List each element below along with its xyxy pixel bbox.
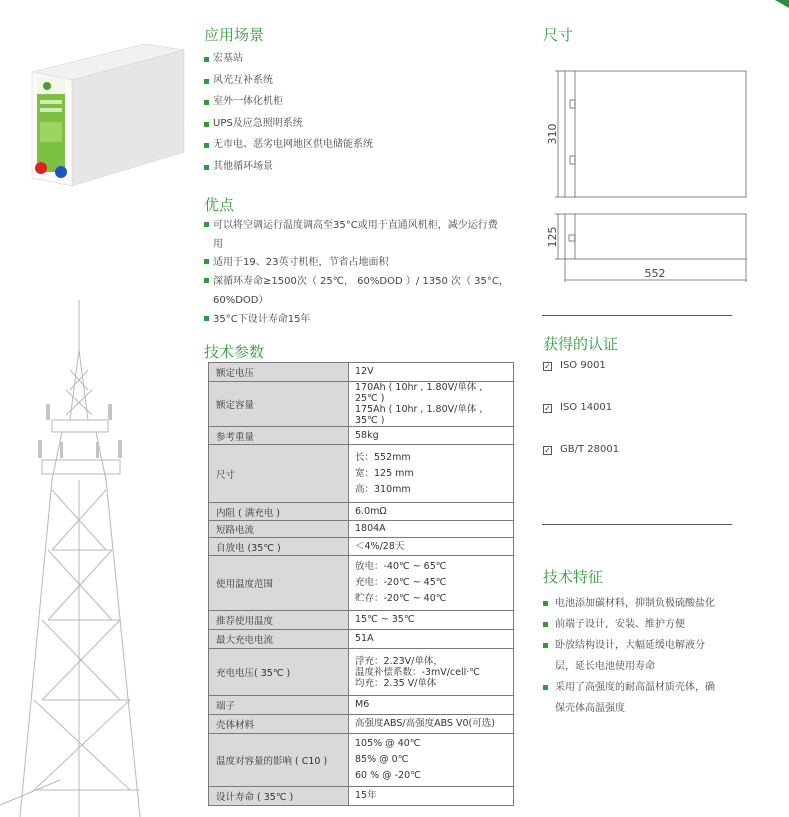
list-item: ✓ ISO 14001 (544, 402, 613, 413)
spec-value: 1804A (349, 521, 514, 538)
table-row (209, 427, 514, 445)
table-row (209, 696, 514, 715)
spec-label: 温度对容量的影响 ( C10 ) (209, 734, 349, 787)
table-row (209, 445, 514, 503)
spec-value: 12V (349, 363, 514, 382)
length-dimension-label: 552 (644, 267, 666, 280)
table-row (209, 630, 514, 649)
spec-label: 推荐使用温度 (209, 611, 349, 630)
table-row (209, 715, 514, 734)
certifications-list (543, 360, 619, 486)
checkbox-icon: ✓ (544, 446, 551, 455)
list-item: 卧放结构设计，大幅延缓电解液分 层，延长电池使用寿命 (543, 635, 743, 677)
features-list (543, 593, 743, 719)
table-row (209, 649, 514, 696)
table-row (209, 363, 514, 382)
list-item: 室外一体化机柜 (204, 95, 373, 117)
spec-value: ＜4%/28天 (349, 538, 514, 556)
list-item: 采用了高强度的耐高温材质壳体，确 保壳体高温强度 (543, 677, 743, 719)
spec-label: 额定容量 (209, 382, 349, 427)
table-row (209, 611, 514, 630)
applications-list (204, 52, 373, 181)
spec-label: 尺寸 (209, 445, 349, 503)
spec-value: 58kg (349, 427, 514, 445)
spec-value: 浮充：2.23V/单体， 温度补偿系数：-3mV/cell·℃ 均充：2.35 V/单体 (349, 649, 514, 696)
spec-label: 内阻 ( 满充电 ) (209, 503, 349, 521)
applications-title: 应用场景 (204, 26, 265, 44)
advantages-list (204, 217, 524, 329)
spec-value: 170Ah ( 10hr , 1.80V/单体 , 25℃ ) 175Ah ( 10hr , 1.80V/单体 , 35℃ ) (349, 382, 514, 427)
spec-label: 充电电压( 35℃ ) (209, 649, 349, 696)
checkbox-icon: ✓ (544, 404, 551, 413)
dimension-drawing (540, 60, 760, 290)
table-row (209, 521, 514, 538)
spec-value: 长：552mm 宽：125 mm 高：310mm (349, 445, 514, 503)
width-dimension-label: 125 (546, 226, 559, 248)
spec-value: 6.0mΩ (349, 503, 514, 521)
list-item: 35°C下设计寿命15年 (204, 311, 524, 330)
spec-value: 105% @ 40℃ 85% @ 0℃ 60 % @ -20℃ (349, 734, 514, 787)
spec-label: 壳体材料 (209, 715, 349, 734)
list-item: 电池添加碳材料，抑制负极硫酸盐化 (543, 593, 743, 614)
list-item: 可以将空调运行温度调高至35°C或用于直通风机柜，减少运行费 用 (204, 217, 524, 254)
spec-value: 15年 (349, 787, 514, 806)
height-dimension-label: 310 (546, 123, 559, 145)
list-item: ✓ ISO 9001 (544, 360, 606, 371)
spec-table (208, 362, 514, 806)
divider (542, 524, 732, 525)
table-row (209, 538, 514, 556)
divider (542, 315, 732, 316)
specs-title: 技术参数 (204, 343, 265, 361)
list-item: UPS及应急照明系统 (204, 117, 373, 139)
spec-label: 使用温度范围 (209, 556, 349, 611)
advantages-title: 优点 (204, 196, 235, 214)
list-item: 无市电、恶劣电网地区供电储能系统 (204, 138, 373, 160)
list-item: ✓ GB/T 28001 (544, 444, 620, 455)
spec-value: 放电：-40℃ ~ 65℃ 充电：-20℃ ~ 45℃ 贮存：-20℃ ~ 40℃ (349, 556, 514, 611)
battery-product-image (24, 40, 194, 190)
table-row (209, 787, 514, 806)
spec-value: 51A (349, 630, 514, 649)
list-item: 适用于19、23英寸机柜，节省占地面积 (204, 254, 524, 273)
spec-label: 最大充电电流 (209, 630, 349, 649)
list-item: 宏基站 (204, 52, 373, 74)
spec-label: 参考重量 (209, 427, 349, 445)
spec-value: M6 (349, 696, 514, 715)
spec-value: 高强度ABS/高强度ABS V0(可选) (349, 715, 514, 734)
certifications-title: 获得的认证 (543, 335, 619, 353)
spec-value: 15℃ ~ 35℃ (349, 611, 514, 630)
spec-label: 端子 (209, 696, 349, 715)
checkbox-icon: ✓ (544, 362, 551, 371)
list-item: 前端子设计，安装、维护方便 (543, 614, 743, 635)
table-row (209, 734, 514, 787)
list-item: 其他循环场景 (204, 160, 373, 182)
spec-label: 额定电压 (209, 363, 349, 382)
spec-label: 自放电 (35℃ ) (209, 538, 349, 556)
list-item: 风光互补系统 (204, 74, 373, 96)
table-row (209, 503, 514, 521)
list-item: 深循环寿命≥1500次（ 25℃， 60%DOD ）/ 1350 次（ 35°C， 60%DOD） (204, 273, 524, 310)
spec-label: 设计寿命 ( 35℃ ) (209, 787, 349, 806)
table-row (209, 382, 514, 427)
features-title: 技术特征 (543, 568, 604, 586)
table-row (209, 556, 514, 611)
telecom-tower-image (0, 290, 200, 817)
dimensions-title: 尺寸 (543, 26, 574, 44)
corner-tab (775, 0, 789, 8)
spec-label: 短路电流 (209, 521, 349, 538)
